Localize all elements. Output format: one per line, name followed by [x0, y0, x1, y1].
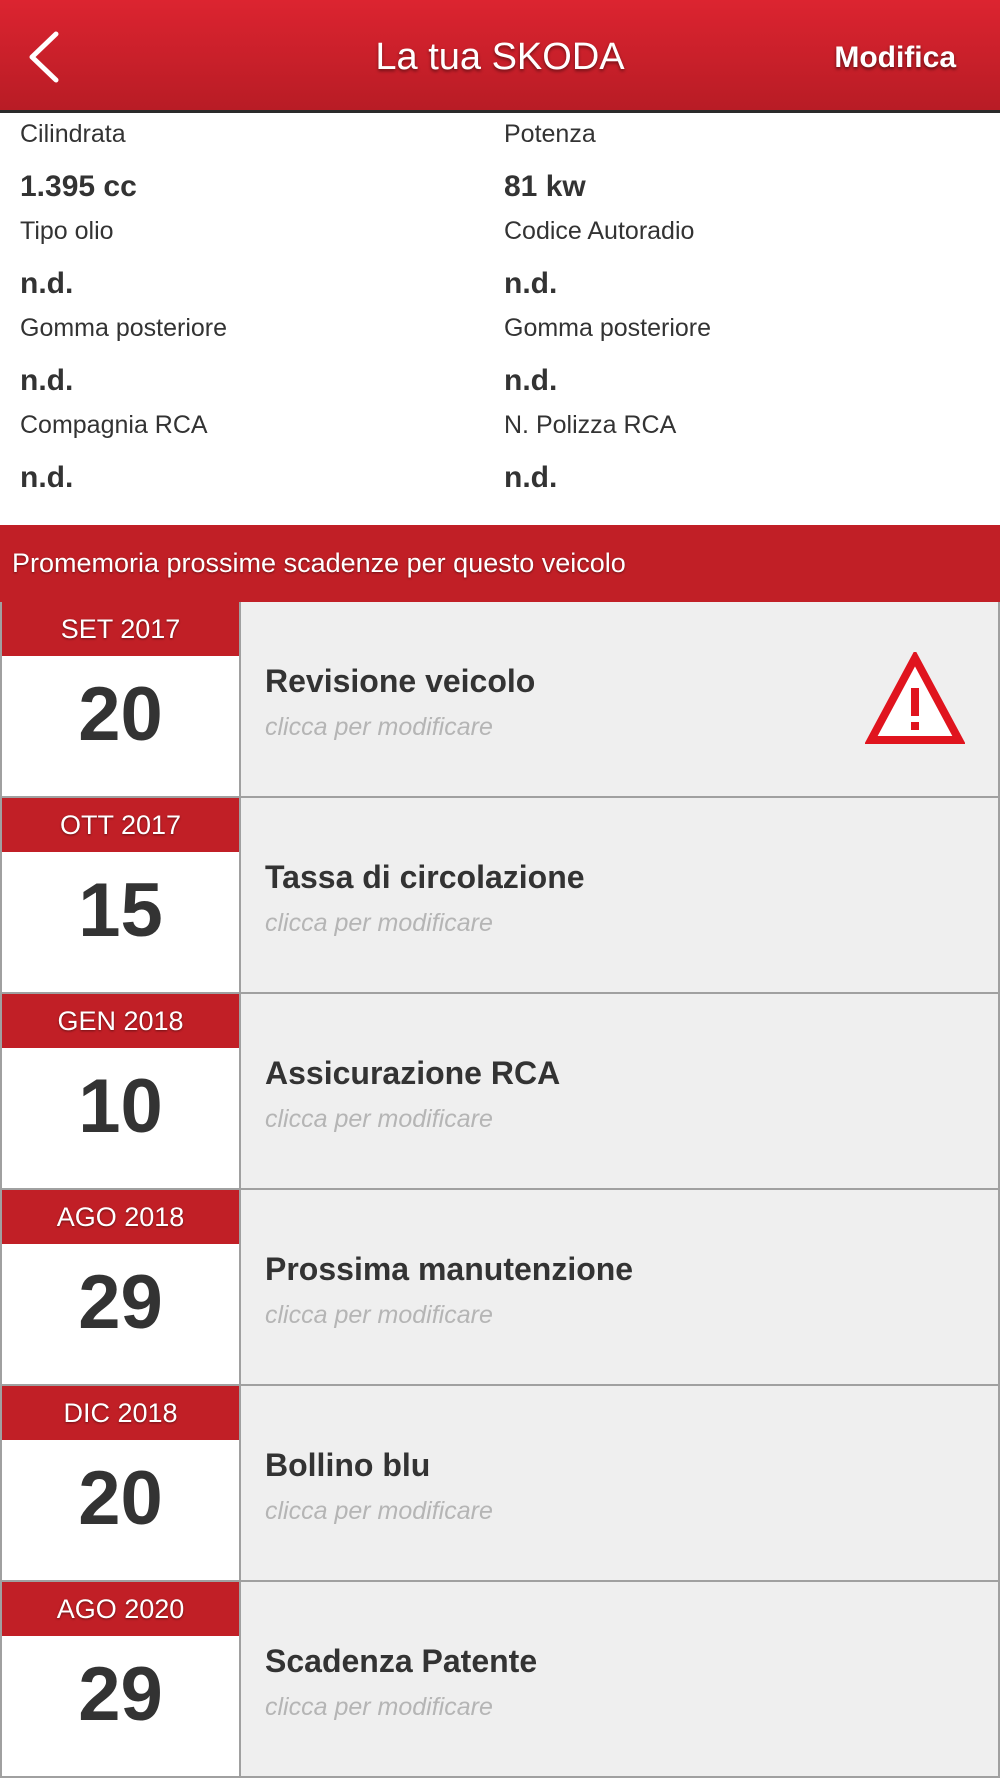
reminder-info[interactable]	[241, 994, 1000, 1188]
page-title: La tua SKODA	[375, 36, 625, 78]
reminder-info[interactable]	[241, 798, 1000, 992]
reminder-row[interactable]	[0, 1386, 1000, 1582]
date-month: OTT 2017	[2, 798, 239, 852]
date-badge	[0, 1582, 241, 1776]
detail-label: N. Polizza RCA	[504, 411, 677, 439]
detail-value: 1.395 cc	[20, 170, 137, 203]
date-badge	[0, 798, 241, 992]
nav-bar	[0, 0, 1000, 113]
reminder-hint: clicca per modificare	[265, 713, 493, 741]
detail-oil-type	[20, 216, 490, 302]
reminder-title: Revisione veicolo	[265, 663, 536, 699]
reminder-info[interactable]	[241, 1582, 1000, 1776]
reminder-info[interactable]	[241, 1190, 1000, 1384]
detail-value: n.d.	[504, 461, 558, 494]
date-day: 20	[78, 1456, 163, 1541]
detail-policy-number	[504, 410, 974, 496]
reminder-info[interactable]	[241, 1386, 1000, 1580]
detail-label: Potenza	[504, 120, 596, 148]
detail-label: Gomma posteriore	[20, 314, 228, 342]
date-day: 29	[78, 1652, 163, 1737]
reminders-header: Promemoria prossime scadenze per questo veicolo	[0, 525, 1000, 602]
date-month: DIC 2018	[2, 1386, 239, 1440]
detail-radio-code	[504, 216, 974, 302]
detail-label: Cilindrata	[20, 120, 126, 148]
date-day: 15	[78, 868, 163, 953]
detail-label: Gomma posteriore	[504, 314, 712, 342]
date-badge	[0, 602, 241, 796]
detail-rear-tire-right	[504, 313, 974, 399]
date-badge	[0, 1190, 241, 1384]
detail-value: n.d.	[20, 267, 74, 300]
detail-value: n.d.	[504, 364, 558, 397]
reminder-hint: clicca per modificare	[265, 1693, 493, 1721]
edit-button[interactable]: Modifica	[834, 41, 956, 74]
date-day: 10	[78, 1064, 163, 1149]
reminder-hint: clicca per modificare	[265, 1301, 493, 1329]
detail-label: Compagnia RCA	[20, 411, 208, 439]
date-month: AGO 2020	[2, 1582, 239, 1636]
reminder-row[interactable]	[0, 1582, 1000, 1778]
detail-value: n.d.	[20, 461, 74, 494]
vehicle-details	[0, 113, 1000, 525]
date-month: AGO 2018	[2, 1190, 239, 1244]
warning-triangle-icon	[865, 652, 965, 746]
detail-rear-tire-left	[20, 313, 490, 399]
reminder-row[interactable]	[0, 602, 1000, 798]
reminder-row[interactable]	[0, 1190, 1000, 1386]
detail-value: 81 kw	[504, 170, 586, 203]
detail-insurance-company	[20, 410, 490, 496]
detail-value: n.d.	[20, 364, 74, 397]
reminder-title: Assicurazione RCA	[265, 1055, 561, 1091]
reminder-title: Scadenza Patente	[265, 1643, 538, 1679]
reminder-hint: clicca per modificare	[265, 1497, 493, 1525]
date-month: SET 2017	[2, 602, 239, 656]
date-badge	[0, 1386, 241, 1580]
reminder-title: Prossima manutenzione	[265, 1251, 634, 1287]
detail-label: Tipo olio	[20, 217, 114, 245]
reminder-title: Tassa di circolazione	[265, 859, 585, 895]
date-badge	[0, 994, 241, 1188]
reminder-row[interactable]	[0, 994, 1000, 1190]
reminder-hint: clicca per modificare	[265, 1105, 493, 1133]
reminder-hint: clicca per modificare	[265, 909, 493, 937]
date-day: 29	[78, 1260, 163, 1345]
detail-label: Codice Autoradio	[504, 217, 695, 245]
date-month: GEN 2018	[2, 994, 239, 1048]
detail-power	[504, 119, 974, 205]
date-day: 20	[78, 672, 163, 757]
reminder-row[interactable]	[0, 798, 1000, 994]
detail-value: n.d.	[504, 267, 558, 300]
reminder-info[interactable]	[241, 602, 1000, 796]
detail-displacement	[20, 119, 490, 205]
reminder-title: Bollino blu	[265, 1447, 431, 1483]
reminders-list	[0, 602, 1000, 1778]
